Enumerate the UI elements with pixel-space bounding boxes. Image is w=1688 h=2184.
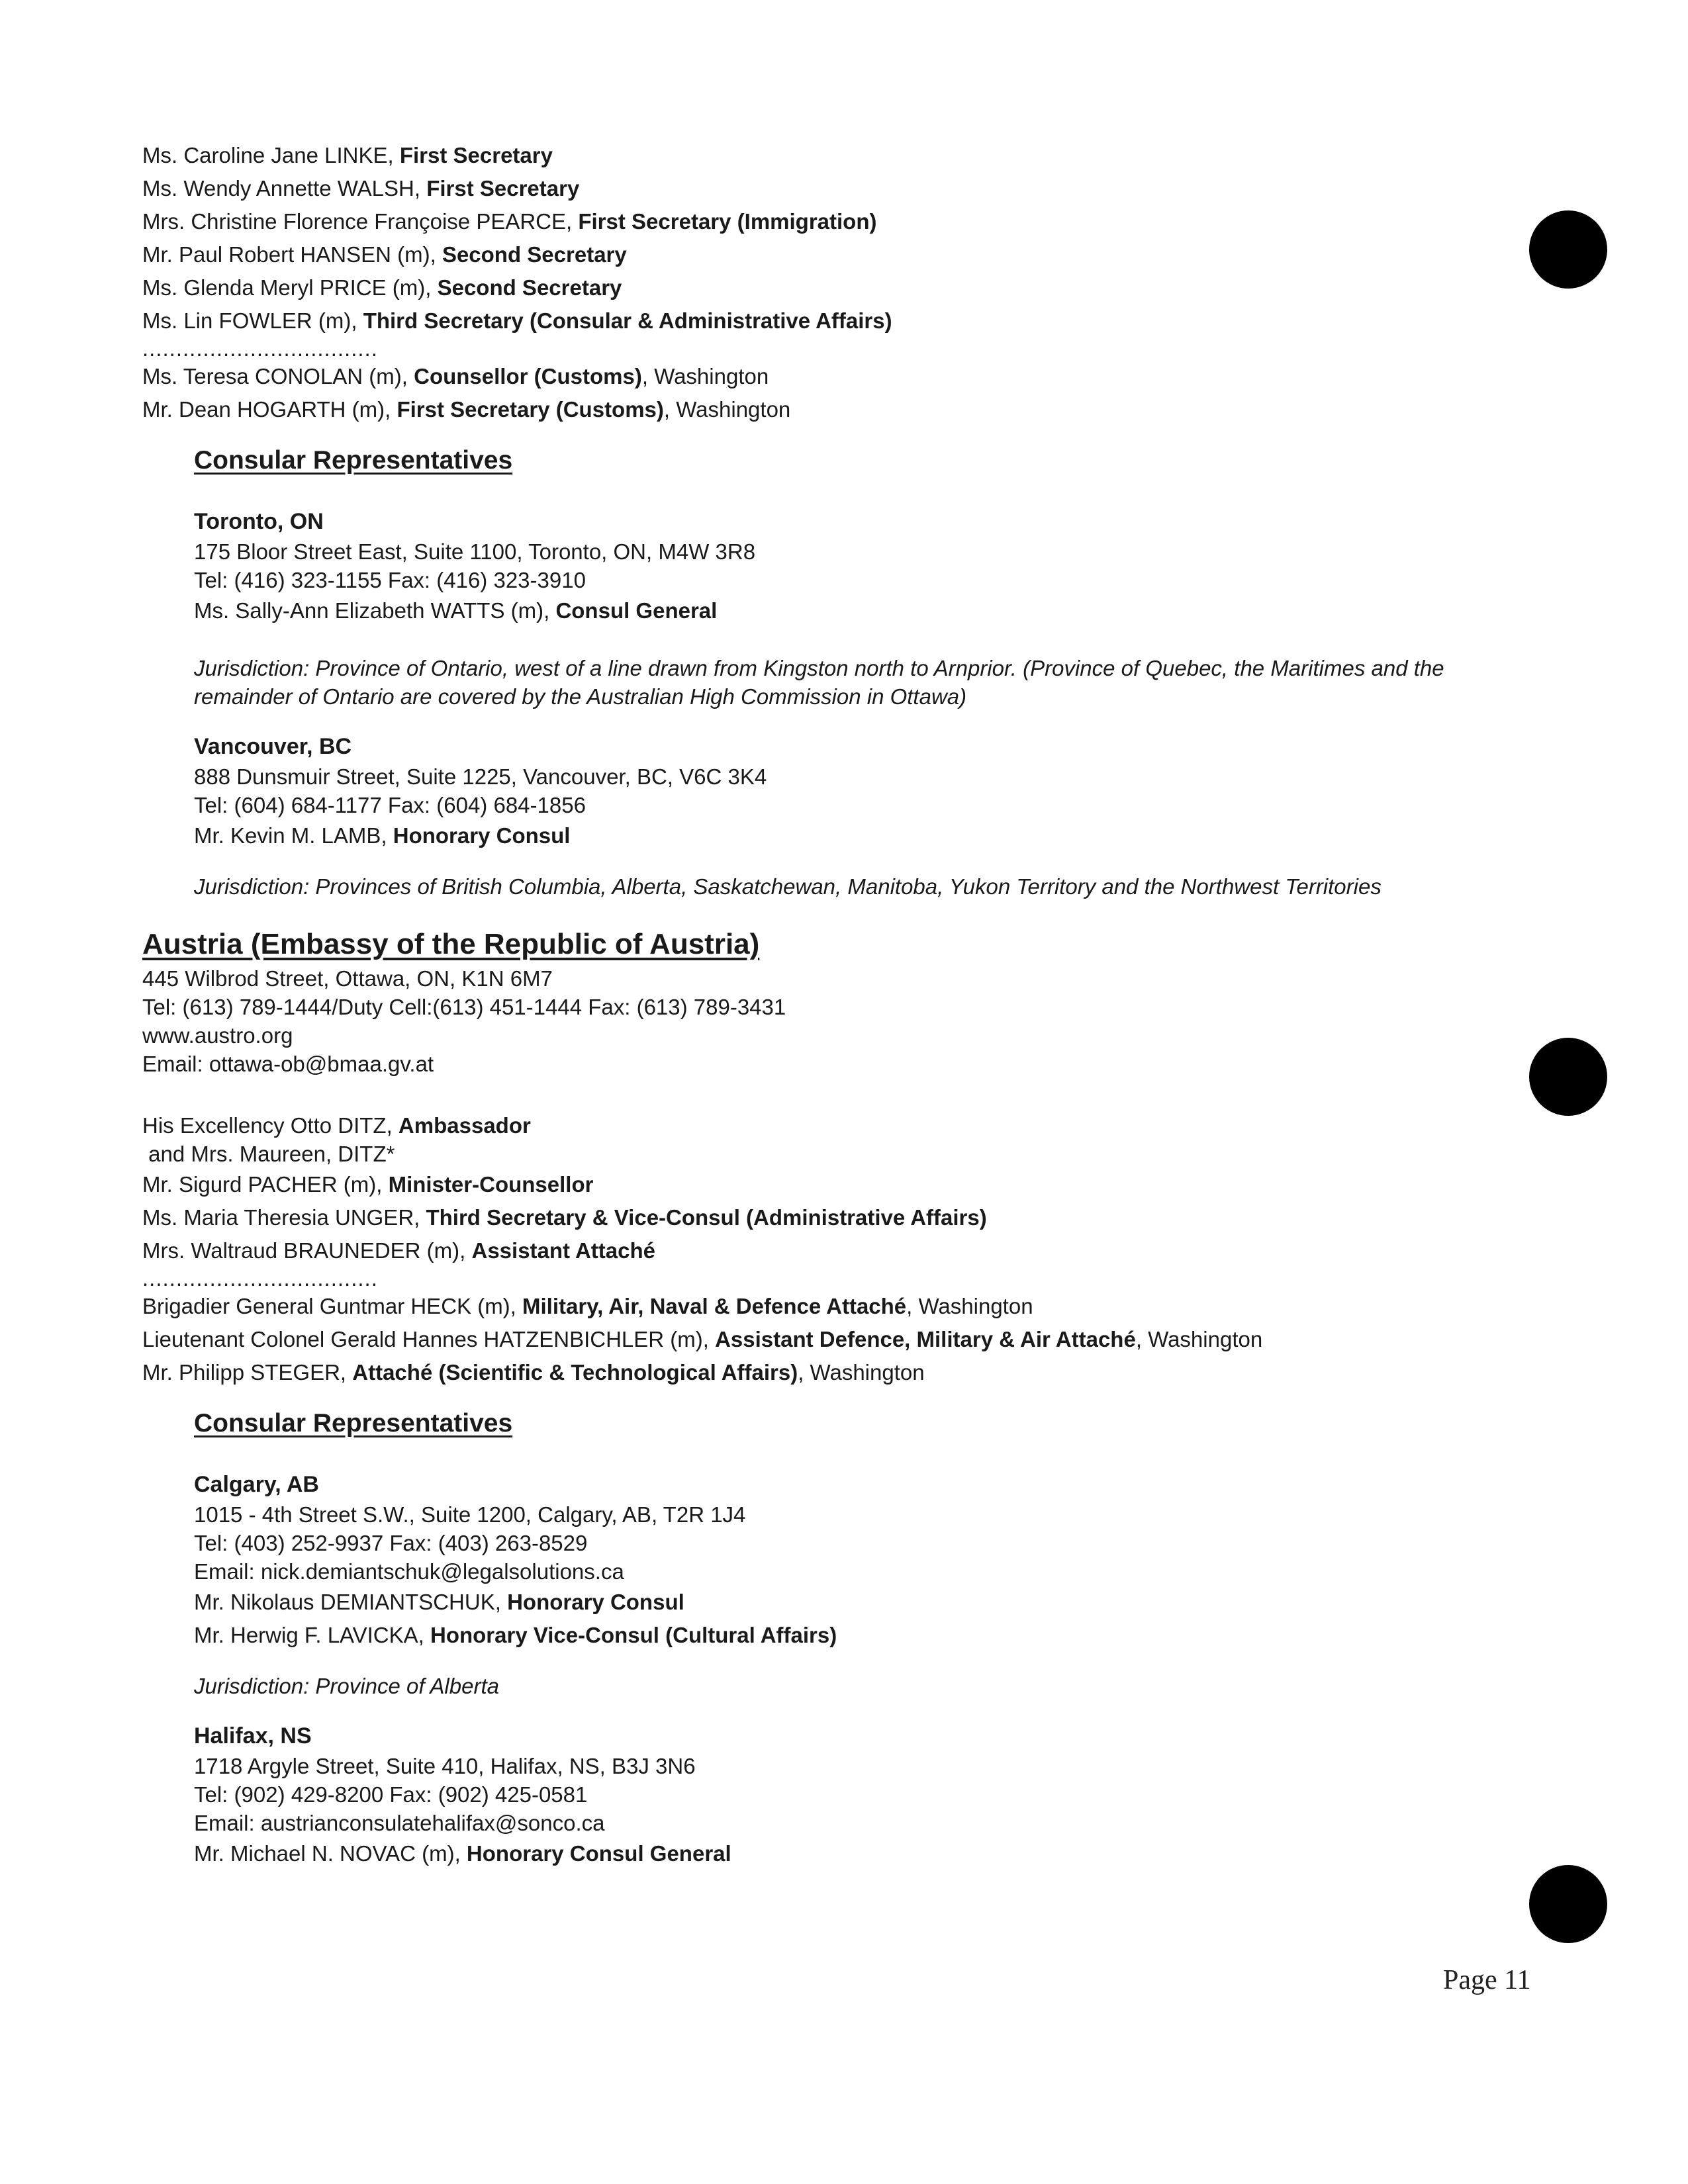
person-location: , Washington	[906, 1294, 1033, 1318]
staff-entry	[142, 1201, 1479, 1234]
punch-hole	[1529, 1865, 1607, 1943]
person-name: Mr. Kevin M. LAMB,	[194, 823, 393, 848]
person-name: Ms. Sally-Ann Elizabeth WATTS (m),	[194, 598, 556, 623]
person-title: Honorary Consul General	[466, 1841, 731, 1866]
consulate-tel-fax: Tel: (416) 323-1155 Fax: (416) 323-3910	[194, 568, 586, 592]
staff-entry	[142, 304, 1479, 338]
person-title: Honorary Consul	[393, 823, 571, 848]
washington-staff-list	[142, 360, 1479, 426]
person-title: Honorary Consul	[507, 1590, 684, 1614]
consulate-city: Toronto, ON	[194, 509, 324, 534]
person-title: Assistant Defence, Military & Air Attaché	[715, 1327, 1136, 1351]
punch-hole	[1529, 1038, 1607, 1116]
person-location: , Washington	[1135, 1327, 1263, 1351]
person-name: Mr. Paul Robert HANSEN (m),	[142, 242, 442, 267]
consulate-person	[194, 1837, 1479, 1870]
consulate-address: 1015 - 4th Street S.W., Suite 1200, Calgary, AB, T2R 1J4	[194, 1502, 746, 1527]
jurisdiction-note: Jurisdiction: Province of Ontario, west of a line drawn from Kingston north to Arnprior. (Province of Quebec, the Maritimes and the remainder of Ontario are covered by the Australian High Commission in Ottawa)	[194, 656, 1444, 709]
person-name: Ms. Teresa CONOLAN (m),	[142, 364, 414, 388]
person-title: Honorary Vice-Consul (Cultural Affairs)	[430, 1623, 837, 1647]
embassy-tel-fax: Tel: (613) 789-1444/Duty Cell:(613) 451-1444 Fax: (613) 789-3431	[142, 995, 786, 1019]
person-name: Ms. Glenda Meryl PRICE (m),	[142, 275, 438, 300]
person-name: Mrs. Waltraud BRAUNEDER (m),	[142, 1238, 472, 1263]
person-name: Mr. Herwig F. LAVICKA,	[194, 1623, 430, 1647]
person-title: Assistant Attaché	[471, 1238, 656, 1263]
embassy-address: 445 Wilbrod Street, Ottawa, ON, K1N 6M7	[142, 966, 553, 991]
jurisdiction-note: Jurisdiction: Province of Alberta	[194, 1674, 499, 1698]
person-name: Mr. Michael N. NOVAC (m),	[194, 1841, 467, 1866]
person-name: Ms. Caroline Jane LINKE,	[142, 143, 400, 167]
page-content	[142, 139, 1479, 1870]
person-title: Third Secretary & Vice-Consul (Administrative Affairs)	[426, 1205, 987, 1230]
consulate-address: 888 Dunsmuir Street, Suite 1225, Vancouver, BC, V6C 3K4	[194, 764, 767, 789]
person-title: First Secretary (Immigration)	[578, 209, 877, 234]
staff-entry	[142, 238, 1479, 271]
consulate-tel-fax: Tel: (902) 429-8200 Fax: (902) 425-0581	[194, 1782, 588, 1807]
person-title: Minister-Counsellor	[388, 1172, 594, 1197]
staff-entry	[142, 205, 1479, 238]
consulate-email: Email: austrianconsulatehalifax@sonco.ca	[194, 1811, 605, 1835]
person-title: Third Secretary (Consular & Administrative Affairs)	[363, 308, 892, 333]
consulate-city: Halifax, NS	[194, 1723, 312, 1749]
staff-entry	[142, 1168, 1479, 1201]
consulate-person	[194, 1586, 1479, 1619]
person-name: Mrs. Christine Florence Françoise PEARCE,	[142, 209, 579, 234]
staff-entry	[142, 1323, 1479, 1356]
consulate-city: Calgary, AB	[194, 1472, 319, 1497]
embassy-website: www.austro.org	[142, 1023, 293, 1048]
person-name: Brigadier General Guntmar HECK (m),	[142, 1294, 523, 1318]
consulate-person	[194, 1619, 1479, 1652]
consulate-address: 1718 Argyle Street, Suite 410, Halifax, NS, B3J 3N6	[194, 1754, 696, 1778]
staff-entry	[142, 1234, 1479, 1267]
person-title: Ambassador	[398, 1113, 531, 1138]
person-name: Lieutenant Colonel Gerald Hannes HATZENBICHLER (m),	[142, 1327, 716, 1351]
consulate-person	[194, 819, 1479, 852]
person-title: Counsellor (Customs)	[414, 364, 642, 388]
consular-section	[194, 441, 1479, 901]
staff-entry	[142, 360, 1479, 393]
person-title: First Secretary (Customs)	[397, 397, 664, 422]
page-number: Page 11	[1443, 1965, 1531, 1995]
person-title: First Secretary	[399, 143, 553, 167]
person-title: Attaché (Scientific & Technological Affairs)	[352, 1360, 798, 1385]
ambassador-spouse: and Mrs. Maureen, DITZ*	[142, 1142, 395, 1166]
person-name: Ms. Maria Theresia UNGER,	[142, 1205, 426, 1230]
austria-section	[142, 925, 1479, 1870]
person-title: Consul General	[555, 598, 718, 623]
person-title: Military, Air, Naval & Defence Attaché	[522, 1294, 907, 1318]
staff-entry	[142, 139, 1479, 172]
person-name: Ms. Wendy Annette WALSH,	[142, 176, 427, 201]
section-heading: Consular Representatives	[194, 446, 513, 475]
punch-hole	[1529, 210, 1607, 289]
consulate-tel-fax: Tel: (403) 252-9937 Fax: (403) 263-8529	[194, 1531, 588, 1555]
section-heading: Consular Representatives	[194, 1409, 513, 1437]
consulate-email: Email: nick.demiantschuk@legalsolutions.ca	[194, 1559, 624, 1584]
person-name: Ms. Lin FOWLER (m),	[142, 308, 363, 333]
staff-entry	[142, 1290, 1479, 1323]
person-title: Second Secretary	[442, 242, 627, 267]
staff-entry	[142, 271, 1479, 304]
staff-entry	[142, 393, 1479, 426]
person-title: First Secretary	[426, 176, 580, 201]
staff-entry	[142, 172, 1479, 205]
person-name: Mr. Dean HOGARTH (m),	[142, 397, 397, 422]
staff-entry	[142, 1356, 1479, 1389]
person-name: Mr. Philipp STEGER,	[142, 1360, 353, 1385]
consulate-city: Vancouver, BC	[194, 734, 352, 759]
staff-list	[142, 139, 1479, 338]
separator-dots: ...................................	[142, 1266, 378, 1291]
ambassador-entry	[142, 1111, 1479, 1140]
country-heading: Austria (Embassy of the Republic of Austria)	[142, 928, 760, 960]
person-name: Mr. Sigurd PACHER (m),	[142, 1172, 389, 1197]
person-location: , Washington	[798, 1360, 925, 1385]
person-name: His Excellency Otto DITZ,	[142, 1113, 399, 1138]
consulate-tel-fax: Tel: (604) 684-1177 Fax: (604) 684-1856	[194, 793, 586, 817]
separator-dots: ...................................	[142, 336, 378, 361]
jurisdiction-note: Jurisdiction: Provinces of British Columbia, Alberta, Saskatchewan, Manitoba, Yukon Territory and the Northwest Territories	[194, 874, 1382, 899]
consular-section	[194, 1404, 1479, 1870]
spacer	[142, 1078, 1479, 1111]
consulate-address: 175 Bloor Street East, Suite 1100, Toronto, ON, M4W 3R8	[194, 539, 756, 564]
person-name: Mr. Nikolaus DEMIANTSCHUK,	[194, 1590, 508, 1614]
consulate-person	[194, 594, 1479, 627]
person-location: , Washington	[641, 364, 769, 388]
embassy-email: Email: ottawa-ob@bmaa.gv.at	[142, 1052, 434, 1076]
person-location: , Washington	[663, 397, 791, 422]
person-title: Second Secretary	[437, 275, 622, 300]
